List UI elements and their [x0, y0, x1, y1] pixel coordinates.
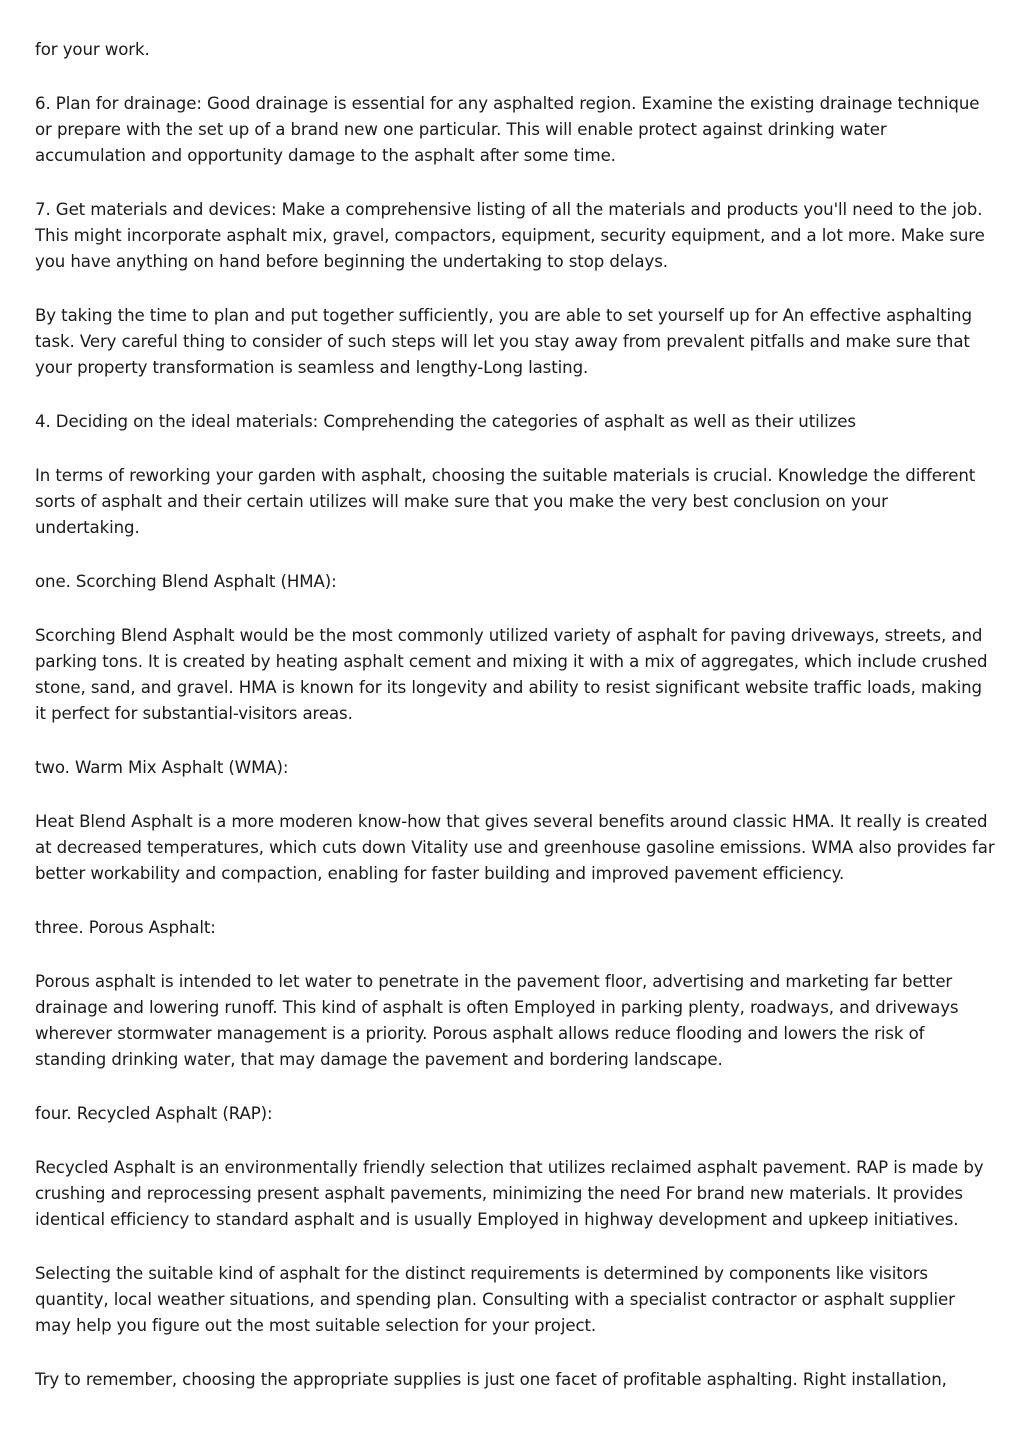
paragraph-get-materials: 7. Get materials and devices: Make a comprehensive listing of all the materials and products you'll need to the job. This might incorporate asphalt mix, gravel, compactors, equipment, security equipment, and a lot more. Make sure you have anything on hand before beginning the undertaking to stop delays.	[35, 200, 985, 271]
paragraph-hma: Scorching Blend Asphalt would be the most commonly utilized variety of asphalt for paving driveways, streets, and parking tons. It is created by heating asphalt cement and mixing it with a mix of aggregates, which include crushed stone, sand, and gravel. HMA is known for its longevity and ability to resist significant website traffic loads, making it perfect for substantial-visitors areas.	[35, 626, 988, 723]
paragraph-planning-summary: By taking the time to plan and put together sufficiently, you are able to set yourself up for An effective asphalting task. Very careful thing to consider of such steps will let you stay away from prevalent pitfalls and make sure that your property transformation is seamless and lengthy-Long lasting.	[35, 306, 972, 377]
section-heading-materials: 4. Deciding on the ideal materials: Comprehending the categories of asphalt as well as their utilizes	[35, 412, 856, 431]
paragraph-plan-drainage: 6. Plan for drainage: Good drainage is essential for any asphalted region. Examine the existing drainage technique or prepare with the set up of a brand new one particular. This will enable protect against drinking water accumulation and opportunity damage to the asphalt after some time.	[35, 94, 980, 165]
paragraph-porous: Porous asphalt is intended to let water to penetrate in the pavement floor, advertising and marketing far better drainage and lowering runoff. This kind of asphalt is often Employed in parking plenty, roadways, and driveways wherever stormwater management is a priority. Porous asphalt allows reduce flooding and lowers the risk of standing drinking water, that may damage the pavement and bordering landscape.	[35, 972, 959, 1069]
paragraph-selecting: Selecting the suitable kind of asphalt for the distinct requirements is determined by components like visitors quantity, local weather situations, and spending plan. Consulting with a specialist contractor or asphalt supplier may help you figure out the most suitable selection for your project.	[35, 1264, 955, 1335]
document-body	[35, 37, 995, 1421]
subheading-wma: two. Warm Mix Asphalt (WMA):	[35, 758, 289, 777]
subheading-rap: four. Recycled Asphalt (RAP):	[35, 1104, 273, 1123]
paragraph-wma: Heat Blend Asphalt is a more moderen know-how that gives several benefits around classic HMA. It really is created at decreased temperatures, which cuts down Vitality use and greenhouse gasoline emissions. WMA also provides far better workability and compaction, enabling for faster building and improved pavement efficiency.	[35, 812, 995, 883]
paragraph-continuation: for your work.	[35, 40, 150, 59]
paragraph-rap: Recycled Asphalt is an environmentally friendly selection that utilizes reclaimed asphalt pavement. RAP is made by crushing and reprocessing present asphalt pavements, minimizing the need For brand new materials. It provides identical efficiency to standard asphalt and is usually Employed in highway development and upkeep initiatives.	[35, 1158, 984, 1229]
subheading-hma: one. Scorching Blend Asphalt (HMA):	[35, 572, 337, 591]
paragraph-remember: Try to remember, choosing the appropriate supplies is just one facet of profitable asphalting. Right installation,	[35, 1370, 947, 1389]
subheading-porous: three. Porous Asphalt:	[35, 918, 216, 937]
paragraph-materials-intro: In terms of reworking your garden with asphalt, choosing the suitable materials is crucial. Knowledge the different sorts of asphalt and their certain utilizes will make sure that you make the very best conclusion on your undertaking.	[35, 466, 976, 537]
